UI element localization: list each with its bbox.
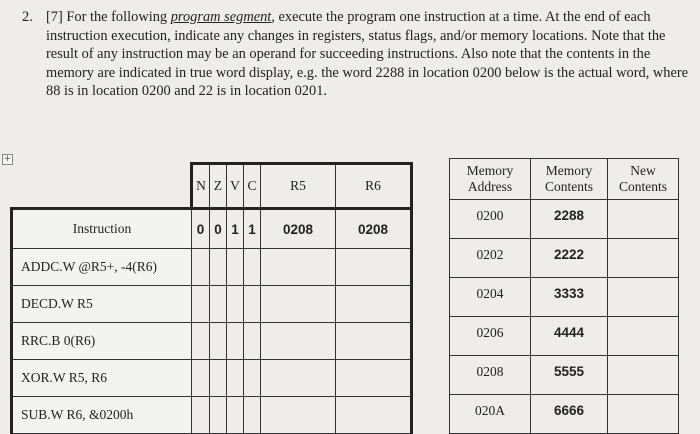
answer-cell[interactable] <box>192 360 210 397</box>
question-number: 2. <box>22 9 33 25</box>
memory-table <box>449 158 679 434</box>
answer-cell[interactable] <box>192 286 210 323</box>
table-row <box>450 317 679 356</box>
table-row <box>12 360 412 397</box>
flag-header-c: C <box>244 164 261 209</box>
answer-cell[interactable] <box>336 249 412 286</box>
new-contents-cell[interactable] <box>608 395 679 434</box>
answer-cell[interactable] <box>261 249 336 286</box>
answer-cell[interactable] <box>227 249 244 286</box>
table-row <box>12 249 412 286</box>
answer-cell[interactable] <box>227 286 244 323</box>
answer-cell[interactable] <box>192 397 210 434</box>
table-row <box>12 286 412 323</box>
answer-cell[interactable] <box>261 397 336 434</box>
table-row <box>450 278 679 317</box>
flag-header-v: V <box>227 164 244 209</box>
answer-cell[interactable] <box>210 249 227 286</box>
memory-address-header: Memory Address <box>450 159 531 200</box>
memory-address: 0208 <box>450 356 531 395</box>
answer-cell[interactable] <box>336 323 412 360</box>
memory-contents: 2222 <box>531 239 608 278</box>
memory-contents-header: Memory Contents <box>531 159 608 200</box>
blank-corner <box>12 164 192 209</box>
answer-cell[interactable] <box>336 286 412 323</box>
initial-r5: 0208 <box>261 209 336 249</box>
answer-cell[interactable] <box>244 323 261 360</box>
memory-contents: 2288 <box>531 200 608 239</box>
table-row <box>450 200 679 239</box>
memory-address: 0204 <box>450 278 531 317</box>
memory-contents: 4444 <box>531 317 608 356</box>
new-contents-cell[interactable] <box>608 239 679 278</box>
answer-cell[interactable] <box>192 323 210 360</box>
answer-cell[interactable] <box>261 323 336 360</box>
initial-flag-z: 0 <box>210 209 227 249</box>
instruction-table <box>10 162 413 434</box>
question-body <box>46 8 692 101</box>
memory-contents: 5555 <box>531 356 608 395</box>
answer-cell[interactable] <box>192 249 210 286</box>
memory-contents: 6666 <box>531 395 608 434</box>
table-row <box>450 356 679 395</box>
initial-r6: 0208 <box>336 209 412 249</box>
answer-cell[interactable] <box>227 323 244 360</box>
memory-address: 0206 <box>450 317 531 356</box>
instruction-cell: XOR.W R5, R6 <box>12 360 192 397</box>
answer-cell[interactable] <box>261 360 336 397</box>
flag-header-z: Z <box>210 164 227 209</box>
reg-header-r5: R5 <box>261 164 336 209</box>
answer-cell[interactable] <box>261 286 336 323</box>
new-contents-header: New Contents <box>608 159 679 200</box>
initial-flag-n: 0 <box>192 209 210 249</box>
instruction-cell: DECD.W R5 <box>12 286 192 323</box>
memory-address: 020A <box>450 395 531 434</box>
new-contents-cell[interactable] <box>608 278 679 317</box>
table-row <box>450 395 679 434</box>
question-points: [7] For the following <box>46 9 171 25</box>
instruction-cell: RRC.B 0(R6) <box>12 323 192 360</box>
new-contents-cell[interactable] <box>608 317 679 356</box>
answer-cell[interactable] <box>210 286 227 323</box>
question-text <box>22 8 692 101</box>
expand-plus-icon[interactable]: + <box>3 154 12 164</box>
initial-flag-v: 1 <box>227 209 244 249</box>
flag-header-n: N <box>192 164 210 209</box>
program-segment-emphasis: program segment <box>170 9 272 25</box>
answer-cell[interactable] <box>227 397 244 434</box>
answer-cell[interactable] <box>244 249 261 286</box>
table-row <box>450 239 679 278</box>
answer-cell[interactable] <box>210 360 227 397</box>
initial-flag-c: 1 <box>244 209 261 249</box>
answer-cell[interactable] <box>244 360 261 397</box>
answer-cell[interactable] <box>227 360 244 397</box>
answer-cell[interactable] <box>210 397 227 434</box>
reg-header-r6: R6 <box>336 164 412 209</box>
memory-address: 0202 <box>450 239 531 278</box>
answer-cell[interactable] <box>210 323 227 360</box>
instruction-cell: SUB.W R6, &0200h <box>12 397 192 434</box>
answer-cell[interactable] <box>336 397 412 434</box>
answer-cell[interactable] <box>244 286 261 323</box>
new-contents-cell[interactable] <box>608 200 679 239</box>
memory-address: 0200 <box>450 200 531 239</box>
memory-contents: 3333 <box>531 278 608 317</box>
new-contents-cell[interactable] <box>608 356 679 395</box>
instruction-cell: ADDC.W @R5+, -4(R6) <box>12 249 192 286</box>
instruction-header: Instruction <box>12 209 192 249</box>
answer-cell[interactable] <box>244 397 261 434</box>
table-row <box>12 397 412 434</box>
table-row <box>12 323 412 360</box>
answer-cell[interactable] <box>336 360 412 397</box>
question-instructions: , execute the program one instruction at a time. At the end of each instruction execution, indicate any changes in registers, status flags, and/or memory locations. Note that the result of any instruction may be an operand for succeeding instructions. Also note that the contents in the memory are indicated in true word display, e.g. the word 2288 in location 0200 below is the actual word, where 88 is in location 0200 and 22 is in location 0201. <box>46 9 689 100</box>
